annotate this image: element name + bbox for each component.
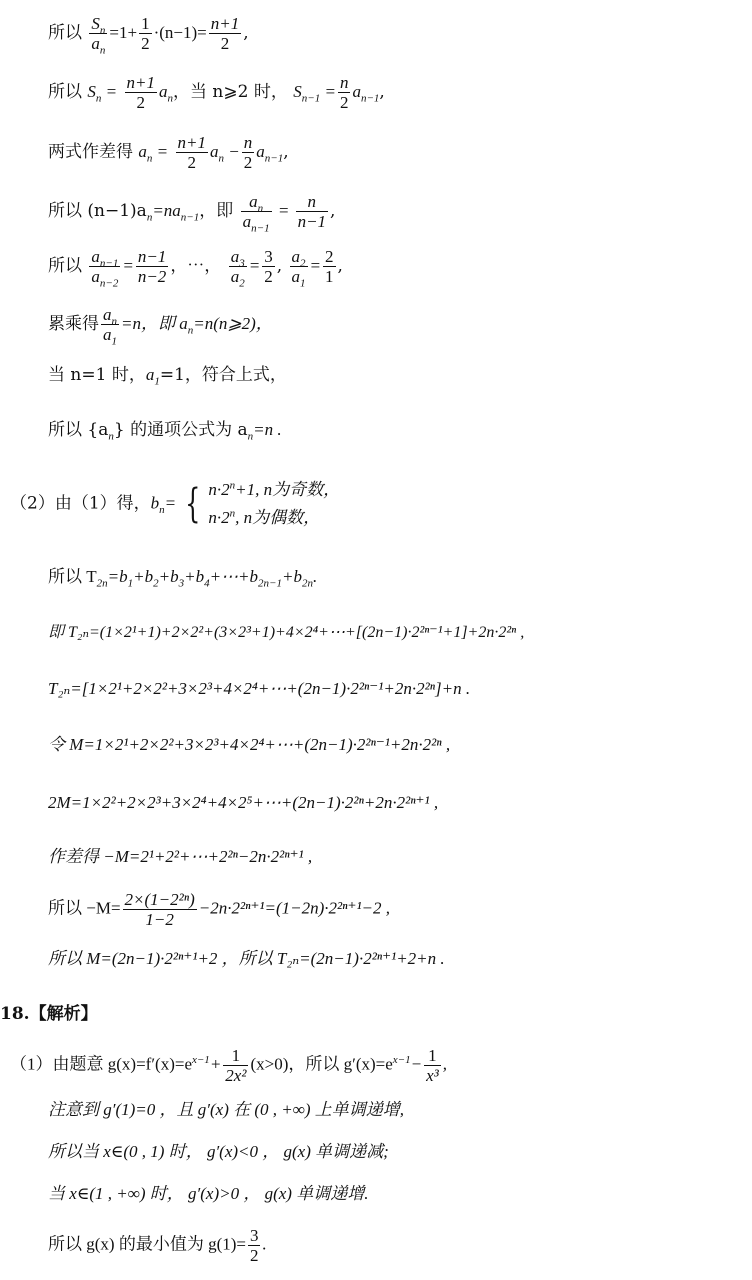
cases: $n\cdot 2^n+1$, n为奇数， $n\cdot 2^n$, n为偶数， — [208, 479, 341, 527]
left-brace: { — [184, 481, 200, 527]
text: （1）由题意 g(x)=f′(x)=e — [10, 1054, 192, 1074]
text: +1, n为奇数， — [235, 480, 341, 499]
text: , — [283, 142, 289, 162]
fraction: $\frac{a_n}{a_{n-1}}$ — [242, 192, 270, 235]
text: , — [330, 201, 336, 221]
text: , — [243, 23, 249, 43]
fraction: $\frac{a_2}{a_1}$ — [291, 247, 306, 290]
formula-line-23 — [48, 1226, 267, 1265]
formula-line-1 — [48, 14, 249, 57]
formula-line-2: 所以 $S_n$ = $\frac{n+1}{2}$ $a_n$，当 n⩾2 时， $S_{n-1}$ = $\frac{n}{2}$ $a_{n-1}$, — [48, 73, 385, 112]
text: =na — [152, 201, 181, 220]
text: ，当 n⩾2 时， — [173, 82, 288, 102]
text: + — [209, 1054, 222, 1074]
fraction: $\frac{n}{2}$ — [339, 73, 349, 112]
text: （2）由（1）得， — [10, 493, 151, 514]
text: , n为偶数， — [235, 508, 321, 527]
text: , — [379, 82, 385, 102]
text: b — [150, 493, 160, 513]
fraction: $\frac{a_{n-1}}{a_{n-2}}$ — [91, 247, 119, 290]
text: ，即 — [199, 201, 239, 221]
text: =n(n⩾2)， — [193, 314, 273, 333]
fraction: $\frac{a_n}{a_1}$ — [103, 305, 117, 348]
fraction: $\frac{1}{2}$ — [141, 14, 150, 53]
formula-line-16 — [48, 890, 390, 929]
fraction: $\frac{1}{\text{x³}}$ — [426, 1046, 439, 1085]
text: , — [337, 256, 343, 276]
formula-line-9: （2）由（1）得，$b_n=$ { $n\cdot 2^n+1$, n为奇数， $n\cdot 2^n$, n为偶数， — [10, 476, 340, 532]
text: 所以 — [48, 23, 82, 43]
formula-line-6: 累乘得 $\frac{a_n}{a_1}$ =n，即 $a_n=n(n⩾2)$， — [48, 305, 273, 348]
text: +b — [184, 567, 205, 586]
text: = — [164, 493, 177, 513]
text: ·(n−1)= — [153, 23, 207, 42]
formula-line-11: 即 T₂ₙ=(1×2¹+1)+2×2²+(3×2³+1)+4×2⁴+⋯+[(2n−1)·2²ⁿ⁻¹+1]+2n·2²ⁿ , — [48, 624, 525, 641]
text: 所以 g(x) 的最小值为 g(1)= — [48, 1234, 246, 1254]
formula-line-13: 令 M=1×2¹+2×2²+3×2³+4×2⁴+⋯+(2n−1)·2²ⁿ⁻¹+2n·2²ⁿ , — [48, 735, 451, 754]
text: 所以 T — [48, 567, 97, 586]
text: , — [276, 256, 283, 276]
text: =1，符合上式， — [159, 365, 287, 385]
text: . — [312, 567, 318, 586]
fraction: $\frac{S_n}{a_n}$ — [91, 14, 106, 57]
formula-line-10: 所以 $T_{2n}=b_1+b_2+b_3+b_4+\cdots+b_{2n-1}+b_{2n}$. — [48, 567, 318, 590]
fraction: $\frac{a_3}{a_2}$ — [230, 247, 245, 290]
text: +⋯+b — [209, 567, 259, 586]
text: 两式作差得 — [48, 142, 139, 162]
text: − — [410, 1054, 423, 1074]
text: 所以 (n−1)a — [48, 201, 147, 221]
text: 所以 — [48, 256, 82, 276]
fraction: $\frac{n+1}{2}$ — [177, 133, 207, 172]
text: =b — [107, 567, 128, 586]
fraction: $\frac{1}{\text{2x²}}$ — [225, 1046, 247, 1085]
fraction: $\frac{2}{1}$ — [325, 247, 334, 286]
formula-line-21: 所以当 x∈(0 , 1) 时， g′(x)<0 ， g(x) 单调递减; — [48, 1142, 389, 1161]
text: . — [262, 1234, 267, 1254]
text: } 的通项公式为 a — [113, 420, 248, 440]
text: =n，即 a — [121, 314, 188, 333]
formula-line-20: 注意到 g′(1)=0 ，且 g′(x) 在 (0 , +∞) 上单调递增, — [48, 1100, 405, 1119]
formula-line-14: 2M=1×2²+2×2³+3×2⁴+4×2⁵+⋯+(2n−1)·2²ⁿ+2n·2²ⁿ⁺¹ , — [48, 793, 439, 812]
formula-line-19: （1）由题意 $g(x)=f'(x)=e^{x-1}+$ $\frac{1}{\text{2x²}}$ (x>0)，所以 $g'(x)=e^{x-1}-$ $\frac{1}{\text{x³}}$ , — [10, 1046, 447, 1085]
formula-line-22: 当 x∈(1 , +∞) 时， g′(x)>0 ， g(x) 单调递增. — [48, 1184, 369, 1203]
fraction: $\frac{n}{2}$ — [243, 133, 253, 172]
text: , — [442, 1054, 447, 1074]
formula-line-17: 所以 M=(2n−1)·2²ⁿ⁺¹+2 ，所以 T₂ₙ=(2n−1)·2²ⁿ⁺¹+2+n . — [48, 949, 445, 968]
text: ，⋯， — [170, 256, 222, 276]
fraction: $\frac{n+1}{2}$ — [126, 73, 156, 112]
text: 所以 {a — [48, 420, 109, 440]
text: =n . — [253, 420, 282, 439]
fraction: $\frac{n}{n-1}$ — [297, 192, 327, 231]
text: n·2 — [208, 508, 230, 527]
fraction: $\frac{3}{2}$ — [249, 1226, 259, 1265]
text: a — [145, 365, 155, 384]
formula-line-3: 两式作差得 $a_n$ = $\frac{n+1}{2}$ $a_n$ − $\frac{n}{2}$ $a_{n-1}$, — [48, 133, 289, 172]
text: +b — [281, 567, 302, 586]
fraction: $\frac{\text{2×(1−2²ⁿ)}}{1-2}$ — [124, 890, 195, 929]
text: −2n·2²ⁿ⁺¹=(1−2n)·2²ⁿ⁺¹−2 , — [198, 898, 391, 918]
fraction: $\frac{n+1}{2}$ — [210, 14, 240, 53]
formula-line-8: 所以 $\{a_n\}$ 的通项公式为 $a_n=n$ . — [48, 420, 282, 443]
text: 所以 — [48, 82, 88, 102]
formula-line-12: T₂ₙ=[1×2¹+2×2²+3×2³+4×2⁴+⋯+(2n−1)·2²ⁿ⁻¹+2n·2²ⁿ]+n . — [48, 679, 471, 698]
fraction: $\frac{n-1}{n-2}$ — [137, 247, 167, 286]
formula-line-15: 作差得 −M=2¹+2²+⋯+2²ⁿ−2n·2²ⁿ⁺¹ , — [48, 847, 313, 866]
text: +b — [133, 567, 154, 586]
fraction: $\frac{3}{2}$ — [264, 247, 273, 286]
formula-line-5: 所以 $\frac{a_{n-1}}{a_{n-2}}$ = $\frac{n-1}{n-2}$ ，⋯， $\frac{a_3}{a_2}$ = $\frac{3}{2}$ , $\frac{a_2}{a_1}$ = $\frac{2}{1}$ , — [48, 247, 343, 290]
text: =1+ — [109, 23, 138, 42]
text: 当 n=1 时， — [48, 365, 146, 385]
text: +b — [158, 567, 179, 586]
text: 所以 −M= — [48, 898, 121, 918]
text: n·2 — [208, 480, 230, 499]
text: (x>0)，所以 g′(x)=e — [250, 1054, 393, 1074]
section-heading-18: 18.【解析】 — [0, 1004, 98, 1024]
formula-line-4: 所以 $(n-1)a_n=na_{n-1}$，即 $\frac{a_n}{a_{n-1}}$ = $\frac{n}{n-1}$ , — [48, 192, 336, 235]
formula-line-7: 当 n=1 时，$a_1=1$，符合上式， — [48, 365, 287, 388]
